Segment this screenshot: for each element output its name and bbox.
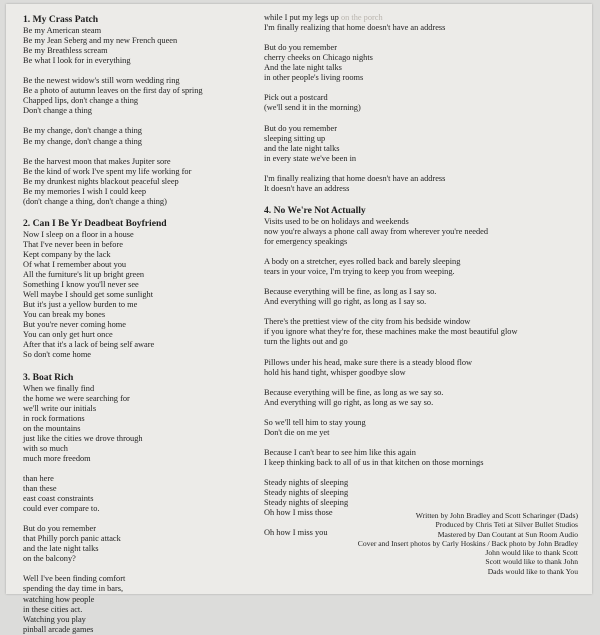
lyric-line: Be what I look for in everything <box>23 56 131 66</box>
lyric-line: the home we were searching for <box>23 393 130 403</box>
song-gap <box>23 361 263 371</box>
lyric-line: But it's just a yellow burden to me <box>23 300 138 310</box>
lyric-line: I'm finally realizing that home doesn't have an address <box>264 173 446 183</box>
stanza-gap <box>264 277 584 287</box>
song-title: 3. Boat Rich <box>23 371 74 383</box>
lyric-line: But do you remember <box>23 524 96 534</box>
lyric-line: Be my memories I wish I could keep <box>23 186 147 196</box>
lyric-line: Oh how I miss those <box>264 508 333 518</box>
lyric-text: while I put my legs up <box>264 13 339 22</box>
lyric-line: with so much <box>23 443 68 453</box>
lyric-line: in rock formations <box>23 413 85 423</box>
stanza-gap <box>23 514 263 524</box>
song-title: 2. Can I Be Yr Deadbeat Boyfriend <box>23 217 167 229</box>
lyric-line: A body on a stretcher, eyes rolled back and barely sleeping <box>264 257 461 267</box>
lyric-line: Pillows under his head, make sure there is a steady blood flow <box>264 357 473 367</box>
lyric-line: in other people's living rooms <box>264 73 364 83</box>
right-column <box>264 13 584 538</box>
lyric-line: Pick out a postcard <box>264 93 328 103</box>
credit-line: John would like to thank Scott <box>485 548 578 558</box>
lyric-line: Well maybe I should get some sunlight <box>23 290 154 300</box>
lyric-line: Be my change, don't change a thing <box>23 136 142 146</box>
lyric-line: Now I sleep on a floor in a house <box>23 229 134 239</box>
lyric-line: You can only get hurt once <box>23 330 113 340</box>
lyric-line: Be my American steam <box>23 26 102 35</box>
stanza-gap <box>264 438 584 448</box>
lyric-line: Chapped lips, don't change a thing <box>23 96 139 106</box>
song-title: 4. No We're Not Actually <box>264 204 366 216</box>
lyric-line: Because everything will be fine, as long as we say so. <box>264 387 444 397</box>
stanza-gap <box>264 164 584 174</box>
lyric-line: And everything will go right, as long as I say so. <box>264 297 427 307</box>
lyric-line: on the balcony? <box>23 554 76 564</box>
lyric-line: we'll write our initials <box>23 403 97 413</box>
lyric-line: Be the newest widow's still worn wedding ring <box>23 76 180 86</box>
lyric-sheet <box>6 4 592 634</box>
song-title: 1. My Crass Patch <box>23 14 99 25</box>
lyric-line: I'm finally realizing that home doesn't have an address <box>264 23 446 33</box>
stanza-gap <box>23 66 263 76</box>
lyric-line: (we'll send it in the morning) <box>264 103 361 113</box>
lyric-line: spending the day time in bars, <box>23 584 124 594</box>
lyric-line: that Philly porch panic attack <box>23 534 121 544</box>
lyric-line: But do you remember <box>264 123 337 133</box>
lyric-line: could ever compare to. <box>23 504 100 514</box>
credits-block <box>358 511 578 576</box>
lyric-line: Steady nights of sleeping <box>264 488 349 498</box>
lyric-line: Don't die on me yet <box>264 427 330 437</box>
lyric-line: just like the cities we drove through <box>23 433 143 443</box>
lyric-line: Of what I remember about you <box>23 260 127 270</box>
lyric-line: Steady nights of sleeping <box>264 478 349 488</box>
lyric-line: Be the kind of work I've spent my life working for <box>23 166 192 176</box>
credit-line: Cover and Insert photos by Carly Hoskins / Back photo by John Bradley <box>357 538 578 548</box>
lyric-line: But you're never coming home <box>23 320 126 330</box>
stanza-gap <box>264 348 584 358</box>
stanza-gap <box>264 113 584 123</box>
credit-line: Scott would like to thank John <box>485 557 578 567</box>
lyric-line: So we'll tell him to stay young <box>264 417 366 427</box>
lyric-line <box>264 13 584 23</box>
stanza-gap <box>23 116 263 126</box>
lyric-line: Visits used to be on holidays and weekends <box>264 216 409 226</box>
lyric-line: So don't come home <box>23 350 92 360</box>
credit-line: Dads would like to thank You <box>487 566 578 576</box>
lyric-line: Be my Breathless scream <box>23 46 108 56</box>
lyric-line: sleeping sitting up <box>264 133 326 143</box>
lyric-line: But do you remember <box>264 43 337 53</box>
stanza-gap <box>264 378 584 388</box>
lyric-line: Be my drunkest nights blackout peaceful sleep <box>23 176 179 186</box>
lyric-line: and the late night talks <box>23 544 99 554</box>
lyric-line: Be a photo of autumn leaves on the first day of spring <box>23 86 203 96</box>
stanza-gap <box>264 468 584 478</box>
lyric-line: much more freedom <box>23 453 91 463</box>
stanza-gap <box>23 464 263 474</box>
lyric-line: pinball arcade games <box>23 624 94 634</box>
lyric-line: When we finally find <box>23 383 95 393</box>
lyric-line: And the late night talks <box>264 63 342 73</box>
lyric-line: Because I can't bear to see him like this again <box>264 447 416 457</box>
lyric-line: than these <box>23 484 57 494</box>
lyric-line: turn the lights out and go <box>264 337 348 347</box>
lyric-line: now you're always a phone call away from wherever you're needed <box>264 226 489 236</box>
credit-line: Produced by Chris Teti at Silver Bullet Studios <box>435 520 578 530</box>
lyric-line: on the mountains <box>23 423 81 433</box>
credit-line: Mastered by Dan Coutant at Sun Room Audio <box>437 529 578 539</box>
lyric-line: in these cities act. <box>23 604 83 614</box>
lyric-line: And everything will go right, as long as we say so. <box>264 397 434 407</box>
stanza-gap <box>264 408 584 418</box>
lyric-line: Because everything will be fine, as long as I say so. <box>264 287 437 297</box>
lyric-line: watching how people <box>23 594 95 604</box>
lyric-line: Oh how I miss you <box>264 528 328 538</box>
lyric-line: Well I've been finding comfort <box>23 574 126 584</box>
stanza-gap <box>23 147 263 157</box>
lyric-line: (don't change a thing, don't change a thing) <box>23 196 167 206</box>
lyric-line: hold his hand tight, whisper goodbye slow <box>264 367 406 377</box>
stanza-gap <box>23 564 263 574</box>
lyric-line: Kept company by the lack <box>23 249 111 259</box>
lyric-line: tears in your voice, I'm trying to keep you from weeping. <box>264 267 455 277</box>
lyric-line: All the furniture's lit up bright green <box>23 270 145 280</box>
stanza-gap <box>264 247 584 257</box>
lyric-line: Steady nights of sleeping <box>264 498 349 508</box>
lyric-line: Something I know you'll never see <box>23 280 139 290</box>
lyric-line: in every state we've been in <box>264 153 357 163</box>
song-gap <box>264 194 584 204</box>
faded-lyric-text: on the porch <box>338 13 383 22</box>
left-column <box>23 13 263 635</box>
lyric-line: if you ignore what they're for, these machines make the most beautiful glow <box>264 327 518 337</box>
song-gap <box>23 207 263 217</box>
lyric-line: Watching you play <box>23 614 86 624</box>
lyric-line: east coast constraints <box>23 494 94 504</box>
lyric-line: It doesn't have an address <box>264 183 350 193</box>
credit-line: Written by John Bradley and Scott Scharinger (Dads) <box>415 511 578 520</box>
lyric-line: Be the harvest moon that makes Jupiter sore <box>23 156 171 166</box>
lyric-line: Don't change a thing <box>23 106 92 116</box>
stanza-gap <box>264 307 584 317</box>
lyric-line: After that it's a lack of being self aware <box>23 340 155 350</box>
lyric-line: There's the prettiest view of the city from his bedside window <box>264 317 471 327</box>
lyric-line: Be my Jean Seberg and my new French queen <box>23 36 178 46</box>
lyric-line: than here <box>23 473 54 483</box>
lyric-line: I keep thinking back to all of us in that kitchen on those mornings <box>264 458 484 468</box>
lyric-line: for emergency speakings <box>264 236 348 246</box>
stanza-gap <box>264 83 584 93</box>
stanza-gap <box>264 33 584 43</box>
lyric-line: That I've never been in before <box>23 239 123 249</box>
lyric-line: You can break my bones <box>23 310 106 320</box>
lyric-line: cherry cheeks on Chicago nights <box>264 53 373 63</box>
lyric-line: and the late night talks <box>264 143 340 153</box>
lyric-line: Be my change, don't change a thing <box>23 126 142 136</box>
